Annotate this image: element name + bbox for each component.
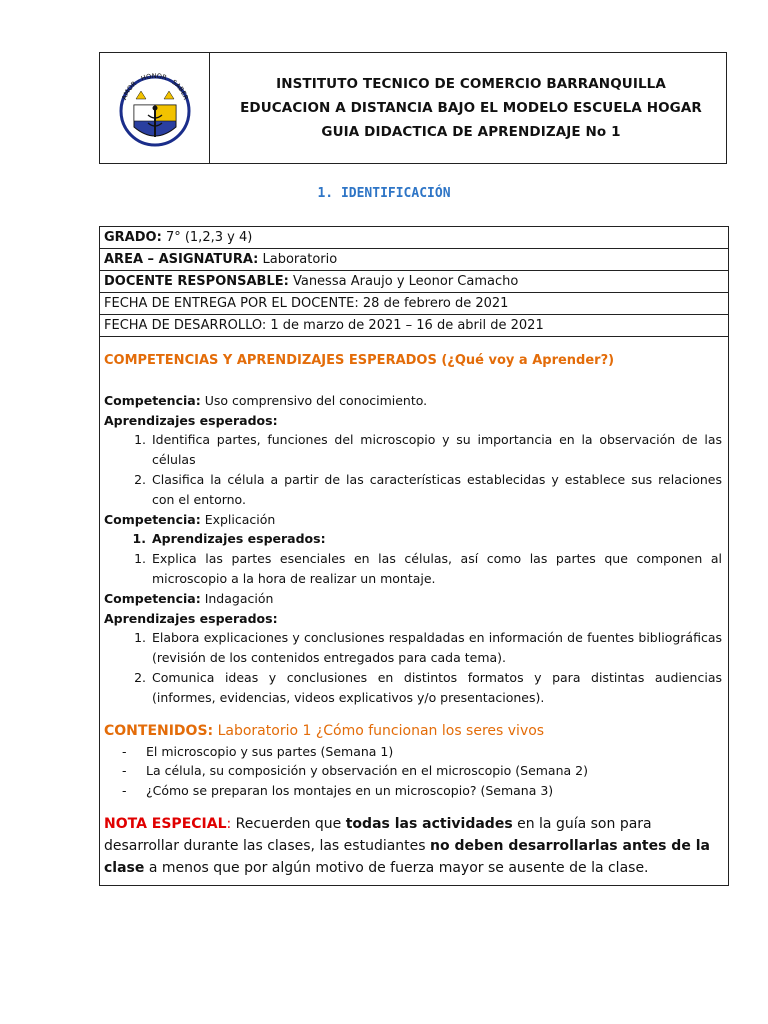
area-label: AREA – ASIGNATURA: — [104, 252, 259, 267]
competencias-title: COMPETENCIAS Y APRENDIZAJES ESPERADOS (¿Qué voy a Aprender?) — [104, 353, 615, 368]
nota-especial — [104, 813, 724, 879]
aprendizajes-list-2 — [104, 549, 724, 589]
grado-value: 7° (1,2,3 y 4) — [165, 230, 253, 245]
nota-text: a menos que por algún motivo de fuerza mayor se ausente de la clase. — [144, 859, 649, 876]
aprendizajes-list-3 — [104, 628, 724, 707]
list-item: - El microscopio y sus partes (Semana 1) — [122, 743, 394, 759]
institute-name: INSTITUTO TECNICO DE COMERCIO BARRANQUILLA — [276, 76, 666, 92]
content-cell — [100, 337, 728, 885]
entrega-row: FECHA DE ENTREGA POR EL DOCENTE: 28 de febrero de 2021 — [100, 293, 728, 315]
nota-bold: todas las actividades — [345, 815, 513, 832]
contenidos-value: Laboratorio 1 ¿Cómo funcionan los seres vivos — [217, 722, 545, 739]
header-box — [99, 52, 727, 164]
identification-table — [99, 226, 729, 886]
aprendizajes-list-1 — [104, 430, 724, 509]
nota-colon: : — [226, 815, 232, 832]
competencia-label: Competencia: — [104, 511, 201, 527]
docente-label: DOCENTE RESPONSABLE: — [104, 274, 289, 289]
school-crest-logo — [112, 65, 198, 151]
header-title — [210, 53, 726, 163]
competencia-value: Uso comprensivo del conocimiento. — [204, 392, 428, 408]
nota-label: NOTA ESPECIAL — [104, 815, 227, 832]
list-item: 1. Aprendizajes esperados: — [132, 531, 326, 547]
list-item: 2. Comunica ideas y conclusiones en distintos formatos y para distintas audiencias (informes, evidencias, videos explicativos y/o presentaciones). — [134, 669, 722, 705]
contenidos-list — [104, 742, 724, 801]
docente-row — [100, 271, 728, 293]
aprendizajes-heading-2 — [104, 529, 724, 549]
competencia-2 — [104, 510, 724, 530]
grado-label: GRADO: — [104, 230, 162, 245]
nota-text: Recuerden que — [231, 815, 346, 832]
list-item: 1. Identifica partes, funciones del microscopio y su importancia en la observación de las células — [134, 432, 722, 468]
aprendizajes-label: Aprendizajes esperados: — [104, 412, 278, 428]
contenidos-label: CONTENIDOS: — [104, 722, 214, 739]
area-value: Laboratorio — [262, 252, 338, 267]
competencia-label: Competencia: — [104, 392, 201, 408]
grado-row — [100, 227, 728, 249]
logo-motto: AMOR · HONOR · SABER — [119, 71, 190, 101]
list-item: 2. Clasifica la célula a partir de las características establecidas y establece sus relaciones con el entorno. — [134, 471, 722, 507]
competencia-3 — [104, 589, 724, 609]
list-item: 1. Explica las partes esenciales en las células, así como las partes que componen al microscopio a la hora de realizar un montaje. — [134, 551, 722, 586]
nota-text: en la guía son para desarrollar durante las clases, las estudiantes — [104, 815, 652, 854]
list-item: - La célula, su composición y observación en el microscopio (Semana 2) — [122, 763, 588, 779]
list-item: - ¿Cómo se preparan los montajes en un microscopio? (Semana 3) — [122, 783, 554, 799]
competencia-value: Explicación — [204, 511, 276, 527]
area-row — [100, 249, 728, 271]
logo-cell — [100, 53, 210, 163]
aprendizajes-label: Aprendizajes esperados: — [104, 610, 278, 626]
competencia-value: Indagación — [204, 590, 274, 606]
section-title: 1. IDENTIFICACIÓN — [317, 186, 451, 201]
desarrollo-row: FECHA DE DESARROLLO: 1 de marzo de 2021 – 16 de abril de 2021 — [100, 315, 728, 337]
list-item: 1. Elabora explicaciones y conclusiones respaldadas en información de fuentes bibliográficas (revisión de los contenidos entregados para cada tema). — [134, 630, 722, 666]
docente-value: Vanessa Araujo y Leonor Camacho — [292, 274, 519, 289]
nota-bold: no deben desarrollarlas antes de la clase — [104, 837, 710, 876]
guide-title: GUIA DIDACTICA DE APRENDIZAJE No 1 — [321, 124, 621, 140]
contenidos-heading — [104, 720, 724, 742]
competencia-1 — [104, 391, 724, 411]
competencia-label: Competencia: — [104, 590, 201, 606]
education-model: EDUCACION A DISTANCIA BAJO EL MODELO ESCUELA HOGAR — [240, 100, 702, 116]
